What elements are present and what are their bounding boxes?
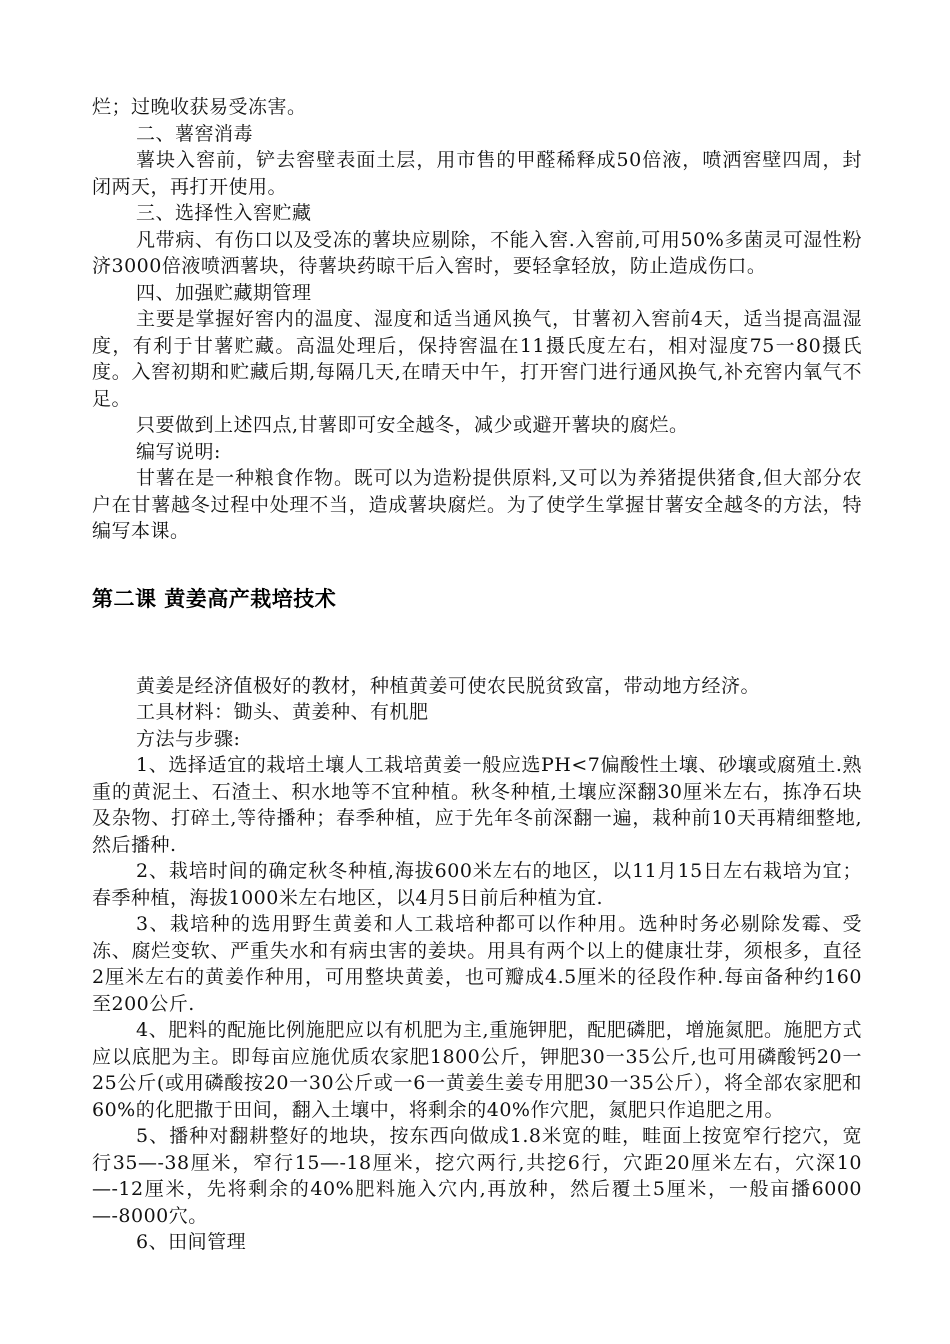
paragraph: 薯块入窖前，铲去窖壁表面土层，用市售的甲醛稀释成50倍液，喷洒窖壁四周，封闭两天，再打开使用。 [92,149,862,198]
paragraph: 主要是掌握好窖内的温度、湿度和适当通风换气，甘薯初入窖前4天，适当提高温湿度，有利于甘薯贮藏。高温处理后，保持窖温在11摄氏度左右，相对湿度75一80摄氏度。入窖初期和贮藏后期,每隔几天,在晴天中午，打开窖门进行通风换气,补充窖内氧气不足。 [92,308,862,410]
step-2: 2、栽培时间的确定秋冬种植,海拔600米左右的地区，以11月15日左右栽培为宜；春季种植，海拔1000米左右地区，以4月5日前后种植为宜. [92,860,862,909]
writing-notes-label: 编写说明: [136,440,221,463]
lesson2-body [92,673,862,1256]
subheading-selective-storage: 三、选择性入窖贮藏 [136,202,312,224]
methods-label: 方法与步骤: [136,727,241,750]
paragraph: 黄姜是经济值极好的教材，种植黄姜可使农民脱贫致富，带动地方经济。 [136,674,761,697]
paragraph: 烂；过晚收获易受冻害。 [92,96,307,118]
subheading-disinfection: 二、薯窖消毒 [136,122,254,145]
paragraph: 凡带病、有伤口以及受冻的薯块应剔除，不能入窖.入窖前,可用50%多菌灵可湿性粉济3000倍液喷洒薯块，待薯块药晾干后入窖时，要轻拿轻放，防止造成伤口。 [92,228,862,277]
step-5: 5、播种对翻耕整好的地块，按东西向做成1.8米宽的畦，畦面上按宽窄行挖穴，宽行35—-38厘米，窄行15—-18厘米，挖穴两行,共挖6行，穴距20厘米左右，穴深10—-12厘米，先将剩余的40%肥料施入穴内,再放种，然后覆土5厘米，一般亩播6000—-8000穴。 [92,1125,862,1227]
paragraph: 只要做到上述四点,甘薯即可安全越冬，减少或避开薯块的腐烂。 [136,414,689,436]
document-page [92,94,862,1256]
paragraph: 甘薯在是一种粮食作物。既可以为造粉提供原料,又可以为养猪提供猪食,但大部分农户在甘薯越冬过程中处理不当，造成薯块腐烂。为了使学生掌握甘薯安全越冬的方法，特编写本课。 [92,467,862,542]
section-heading: 第二课 黄姜高产栽培技术 [92,586,337,611]
tools-materials: 工具材料：锄头、黄姜种、有机肥 [136,701,429,723]
step-6: 6、田间管理 [136,1231,247,1253]
spacer [92,613,862,673]
step-1: 1、选择适宜的栽培土壤人工栽培黄姜一般应选PH<7偏酸性土壤、砂壤或腐殖土.熟重的黄泥土、石渣土、积水地等不宜种植。秋冬种植,土壤应深翻30厘米左右，拣净石块及杂物、打碎土,等待播种；春季种植，应于先年冬前深翻一遍，栽种前10天再精细整地,然后播种. [92,754,862,856]
step-3: 3、栽培种的选用野生黄姜和人工栽培种都可以作种用。选种时务必剔除发霉、受冻、腐烂变软、严重失水和有病虫害的姜块。用具有两个以上的健康壮芽，须根多，直径2厘米左右的黄姜作种用，可用整块黄姜，也可瓣成4.5厘米的径段作种.每亩备种约160至200公斤. [92,913,862,1015]
lesson1-body [92,94,862,545]
step-4: 4、肥料的配施比例施肥应以有机肥为主,重施钾肥，配肥磷肥，增施氮肥。施肥方式应以底肥为主。即每亩应施优质农家肥1800公斤，钾肥30一35公斤,也可用磷酸钙20一25公斤(或用磷酸按20一30公斤或一6一黄姜生姜专用肥30一35公斤），将全部农家肥和60%的化肥撒于田间，翻入土壤中，将剩余的40%作穴肥，氮肥只作追肥之用。 [92,1019,862,1121]
subheading-storage-management: 四、加强贮藏期管理 [136,281,312,304]
